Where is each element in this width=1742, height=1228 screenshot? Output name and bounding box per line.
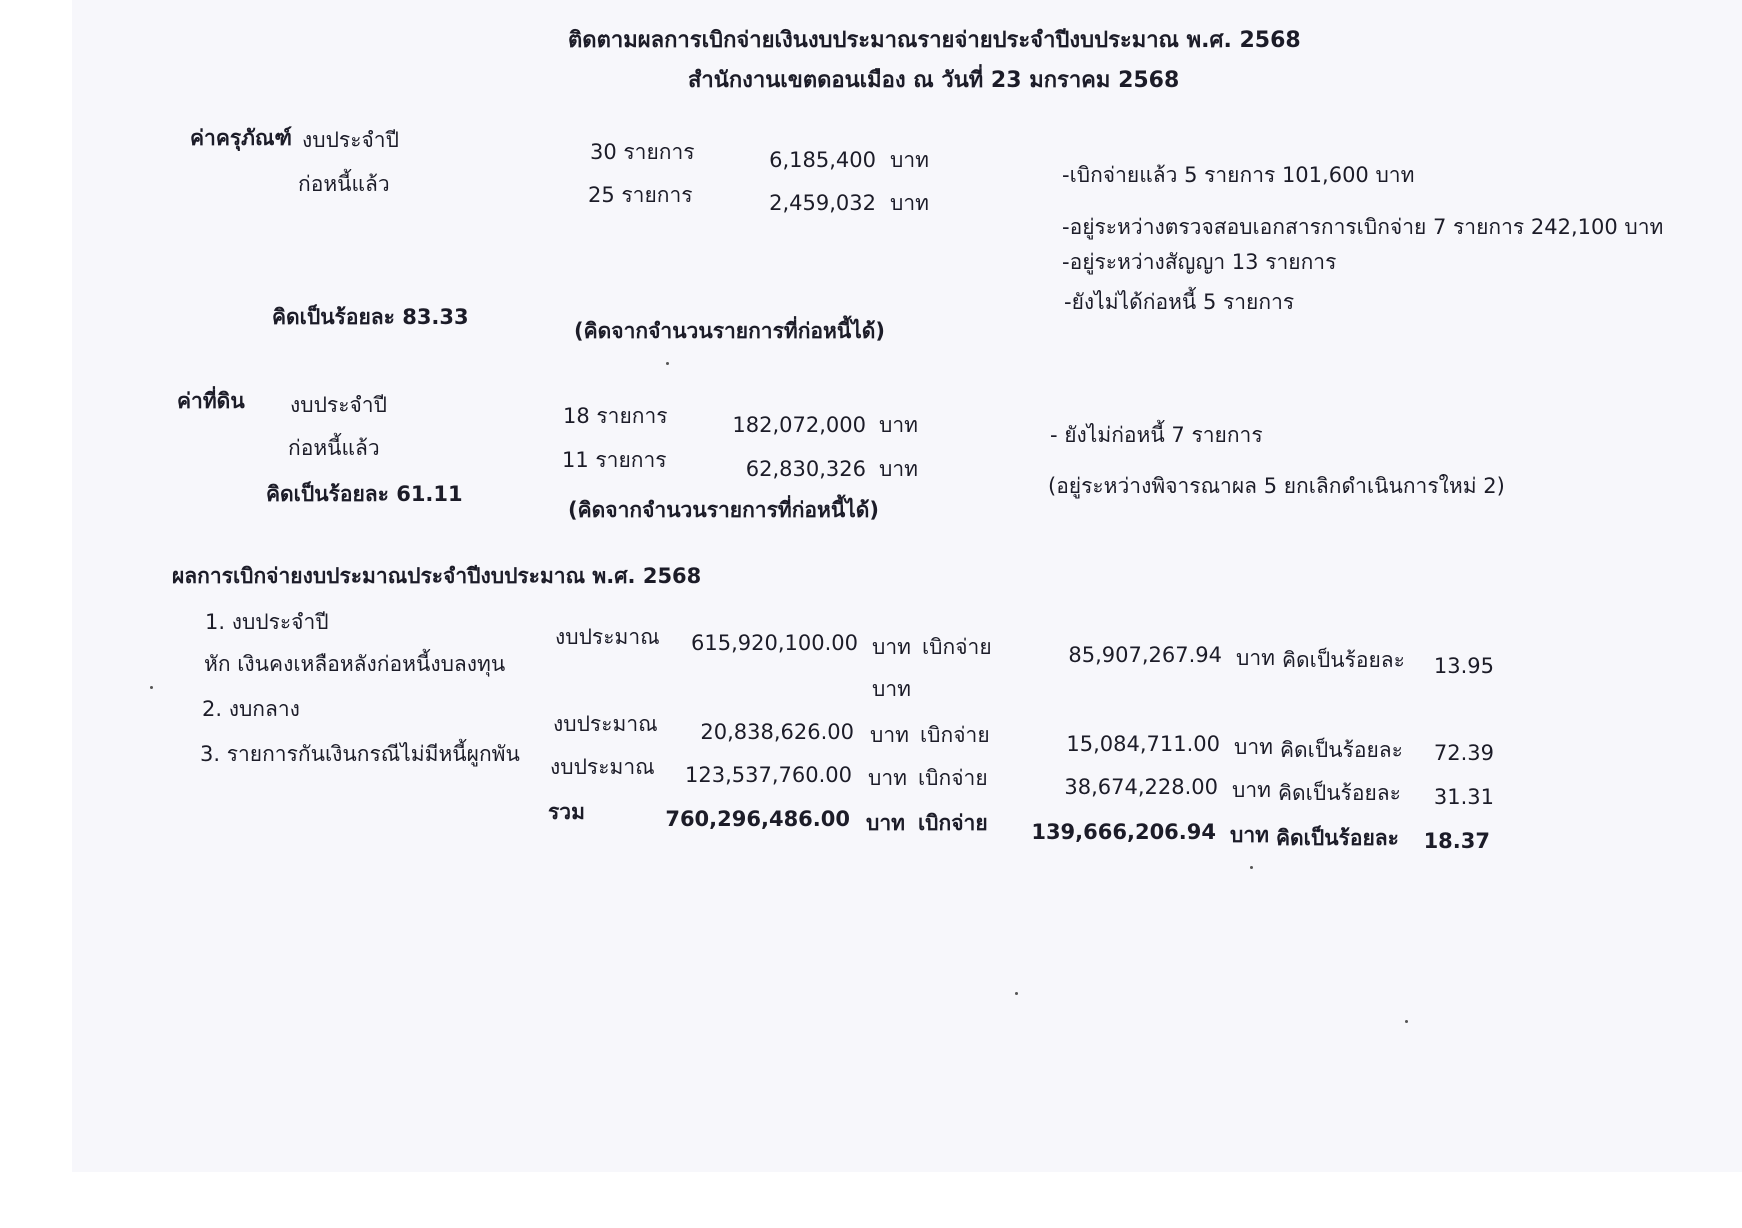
equipment-committed-amount: 2,459,032 (769, 191, 876, 215)
total-disbursed-amount: 139,666,206.94 (1031, 820, 1216, 844)
equipment-annual-unit: บาท (890, 148, 929, 172)
scan-speck (1250, 866, 1253, 869)
summary-item-2: 2. งบกลาง (202, 697, 300, 721)
row3-baht-2: บาท (1232, 778, 1271, 802)
land-heading: ค่าที่ดิน (177, 389, 245, 413)
row1-budget-word: งบประมาณ (555, 625, 660, 649)
land-committed-label: ก่อหนี้แล้ว (288, 436, 380, 460)
total-percent: 18.37 (1423, 829, 1490, 853)
scan-margin-bottom (0, 1172, 1742, 1228)
row2-budget-amount: 20,838,626.00 (700, 720, 854, 744)
row1-percent-word: คิดเป็นร้อยละ (1282, 648, 1405, 672)
row3-disbursed-amount: 38,674,228.00 (1064, 775, 1218, 799)
summary-item-3: 3. รายการกันเงินกรณีไม่มีหนี้ผูกพัน (200, 742, 520, 766)
land-committed-unit: บาท (879, 457, 918, 481)
equipment-heading: ค่าครุภัณฑ์ (190, 126, 292, 150)
equipment-committed-unit: บาท (890, 191, 929, 215)
total-percent-word: คิดเป็นร้อยละ (1276, 826, 1399, 850)
row2-baht: บาท (870, 723, 909, 747)
row2-disbursed-amount: 15,084,711.00 (1066, 732, 1220, 756)
equipment-note-4: -ยังไม่ได้ก่อหนี้ 5 รายการ (1064, 290, 1295, 314)
row3-percent-word: คิดเป็นร้อยละ (1278, 781, 1401, 805)
row3-baht: บาท (868, 766, 907, 790)
total-baht-2: บาท (1230, 823, 1269, 847)
row3-percent: 31.31 (1433, 785, 1494, 809)
scan-speck (666, 362, 669, 365)
row1-percent: 13.95 (1433, 654, 1494, 678)
row1-baht: บาท (872, 635, 911, 659)
land-committed-amount: 62,830,326 (745, 457, 866, 481)
row1-disbursed-amount: 85,907,267.94 (1068, 643, 1222, 667)
row2-baht-2: บาท (1234, 735, 1273, 759)
row3-disbursed-word: เบิกจ่าย (918, 766, 988, 790)
land-note-2: (อยู่ระหว่างพิจารณาผล 5 ยกเลิกดำเนินการใหม่ 2) (1048, 474, 1505, 498)
land-annual-unit: บาท (879, 413, 918, 437)
total-baht: บาท (866, 811, 905, 835)
row2-disbursed-word: เบิกจ่าย (920, 723, 990, 747)
land-percent: คิดเป็นร้อยละ 61.11 (266, 482, 463, 506)
equipment-note-1: -เบิกจ่ายแล้ว 5 รายการ 101,600 บาท (1062, 163, 1415, 187)
scan-speck (1015, 992, 1018, 995)
equipment-committed-count: 25 รายการ (588, 183, 693, 207)
row2-percent: 72.39 (1433, 741, 1494, 765)
equipment-percent: คิดเป็นร้อยละ 83.33 (272, 305, 469, 329)
row1-baht-2: บาท (1236, 646, 1275, 670)
summary-item-1-sub: หัก เงินคงเหลือหลังก่อหนี้งบลงทุน (204, 652, 506, 676)
land-annual-count: 18 รายการ (563, 404, 668, 428)
equipment-committed-label: ก่อหนี้แล้ว (298, 172, 390, 196)
row1-budget-amount: 615,920,100.00 (691, 631, 858, 655)
land-basis: (คิดจากจำนวนรายการที่ก่อหนี้ได้) (568, 498, 880, 522)
row3-budget-amount: 123,537,760.00 (685, 763, 852, 787)
total-label: รวม (548, 800, 585, 824)
row2-budget-word: งบประมาณ (553, 712, 658, 736)
equipment-basis: (คิดจากจำนวนรายการที่ก่อหนี้ได้) (574, 319, 886, 343)
row1-baht-3: บาท (872, 677, 911, 701)
document-subtitle: สำนักงานเขตดอนเมือง ณ วันที่ 23 มกราคม 2568 (688, 68, 1180, 93)
equipment-annual-label: งบประจำปี (302, 128, 399, 152)
equipment-note-3: -อยู่ระหว่างสัญญา 13 รายการ (1062, 250, 1337, 274)
land-note-1: - ยังไม่ก่อหนี้ 7 รายการ (1050, 423, 1263, 447)
row2-percent-word: คิดเป็นร้อยละ (1280, 738, 1403, 762)
total-budget-amount: 760,296,486.00 (665, 807, 850, 831)
document-title: ติดตามผลการเบิกจ่ายเงินงบประมาณรายจ่ายประจำปีงบประมาณ พ.ศ. 2568 (568, 28, 1301, 53)
row3-budget-word: งบประมาณ (550, 755, 655, 779)
equipment-annual-count: 30 รายการ (590, 140, 695, 164)
row1-disbursed-word: เบิกจ่าย (922, 635, 992, 659)
land-annual-amount: 182,072,000 (732, 413, 866, 437)
equipment-note-2: -อยู่ระหว่างตรวจสอบเอกสารการเบิกจ่าย 7 รายการ 242,100 บาท (1062, 215, 1664, 239)
summary-heading: ผลการเบิกจ่ายงบประมาณประจำปีงบประมาณ พ.ศ. 2568 (172, 564, 702, 588)
scan-speck (1405, 1020, 1408, 1023)
scan-speck (150, 686, 153, 689)
scan-margin-left (0, 0, 72, 1228)
equipment-annual-amount: 6,185,400 (769, 148, 876, 172)
land-committed-count: 11 รายการ (562, 448, 667, 472)
land-annual-label: งบประจำปี (290, 393, 387, 417)
summary-item-1: 1. งบประจำปี (205, 610, 329, 634)
total-disbursed-word: เบิกจ่าย (918, 811, 988, 835)
